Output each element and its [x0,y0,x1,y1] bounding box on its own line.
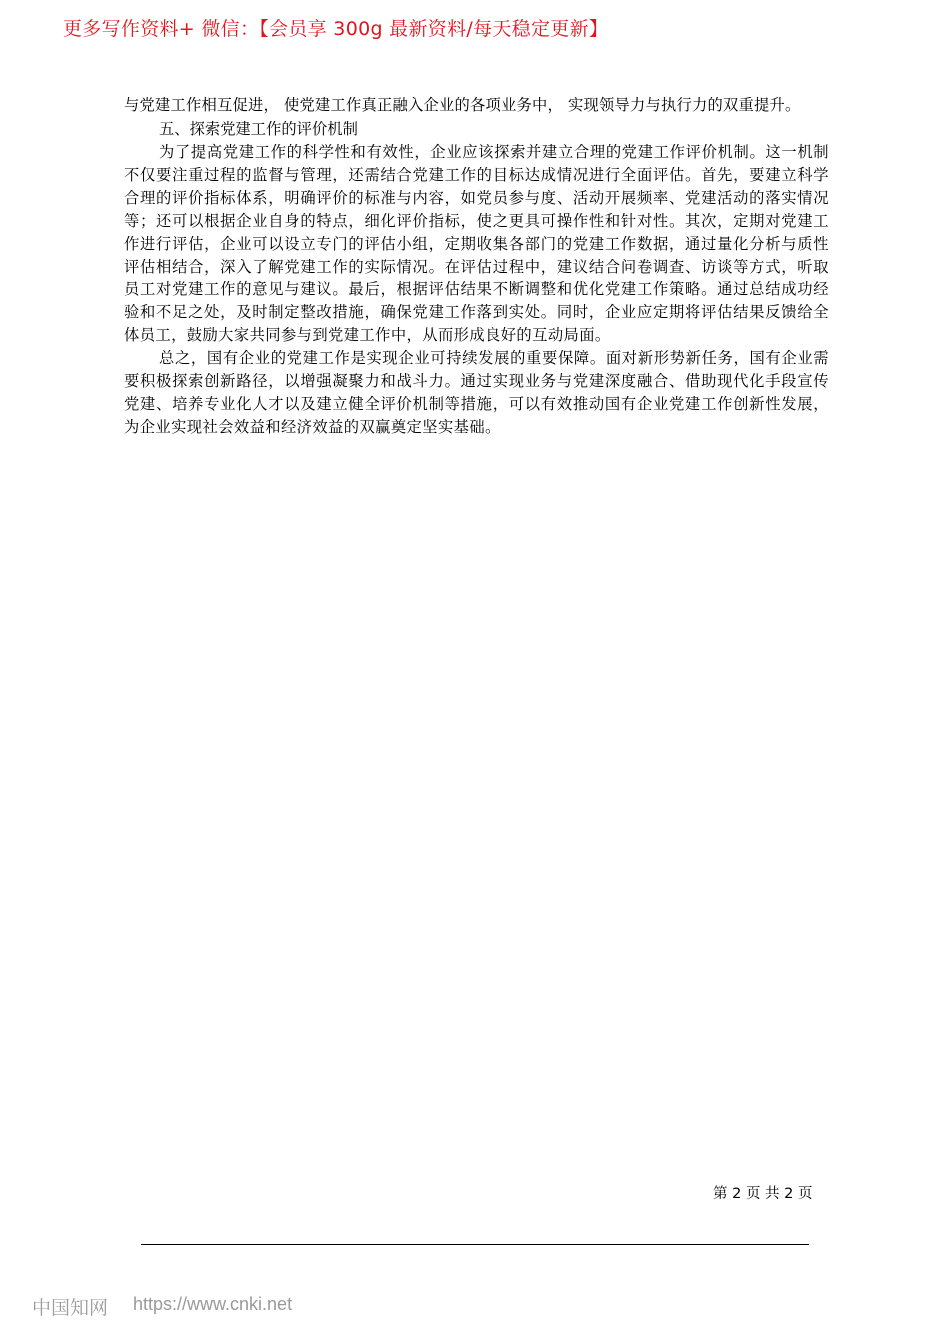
body-paragraph: 为了提高党建工作的科学性和有效性，企业应该探索并建立合理的党建工作评价机制。这一机制不仅要注重过程的监督与管理，还需结合党建工作的目标达成情况进行全面评估。首先，要建立科学合理的评价指标体系，明确评价的标准与内容，如党员参与度、活动开展频率、党建活动的落实情况等；还可以根据企业自身的特点，细化评价指标，使之更具可操作性和针对性。其次，定期对党建工作进行评估，企业可以设立专门的评估小组，定期收集各部门的党建工作数据，通过量化分析与质性评估相结合，深入了解党建工作的实际情况。在评估过程中，建议结合问卷调查、访谈等方式，听取员工对党建工作的意见与建议。最后，根据评估结果不断调整和优化党建工作策略。通过总结成功经验和不足之处，及时制定整改措施，确保党建工作落到实处。同时，企业应定期将评估结果反馈给全体员工，鼓励大家共同参与到党建工作中，从而形成良好的互动局面。 [124,143,829,345]
watermark-site-name: 中国知网 [32,1297,109,1319]
page-number: 第 2 页 共 2 页 [713,1186,813,1202]
promo-banner: 更多写作资料+ 微信：【会员享 300g 最新资料/每天稳定更新】 [63,18,609,40]
continuation-line: 与党建工作相互促进， 使党建工作真正融入企业的各项业务中， 实现领导力与执行力的双重提升。 [124,96,801,114]
footer-divider [141,1244,809,1245]
section-heading: 五、探索党建工作的评价机制 [159,120,358,138]
conclusion-paragraph: 总之，国有企业的党建工作是实现企业可持续发展的重要保障。面对新形势新任务，国有企业需要积极探索创新路径，以增强凝聚力和战斗力。通过实现业务与党建深度融合、借助现代化手段宣传党建、培养专业化人才以及建立健全评价机制等措施，可以有效推动国有企业党建工作创新性发展，为企业实现社会效益和经济效益的双赢奠定坚实基础。 [124,349,829,436]
watermark-url: https://www.cnki.net [133,1294,293,1314]
document-body [124,93,829,439]
